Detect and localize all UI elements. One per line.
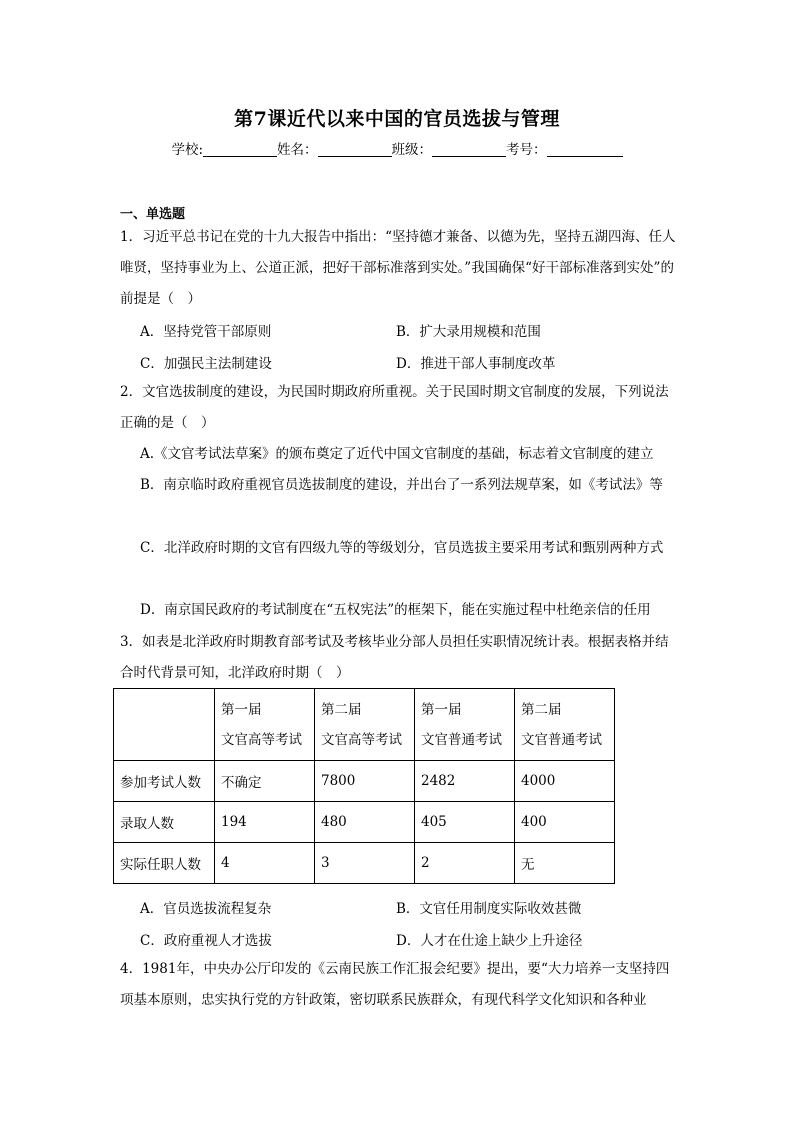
q3-option-b[interactable]: B．文官任用制度实际收效甚微 bbox=[396, 901, 582, 917]
student-info-line bbox=[0, 138, 794, 158]
table-cell: 4 bbox=[215, 843, 315, 884]
table-header-row bbox=[114, 689, 615, 761]
q3-option-c[interactable]: C．政府重视人才选拔 bbox=[140, 933, 272, 949]
table-cell: 3 bbox=[315, 843, 415, 884]
table-cell: 录取人数 bbox=[114, 802, 215, 843]
q1-option-b[interactable]: B．扩大录用规模和范围 bbox=[396, 324, 541, 340]
table-cell: 参加考试人数 bbox=[114, 761, 215, 802]
table-cell: 2 bbox=[415, 843, 515, 884]
statistics-table bbox=[113, 688, 615, 884]
table-cell: 480 bbox=[315, 802, 415, 843]
name-label: 姓名： bbox=[277, 142, 318, 158]
table-cell: 无 bbox=[515, 843, 615, 884]
table-cell: 不确定 bbox=[215, 761, 315, 802]
q3-option-d[interactable]: D．人才在仕途上缺少上升途径 bbox=[396, 933, 583, 949]
table-header-cell bbox=[114, 689, 215, 761]
class-blank[interactable] bbox=[432, 142, 506, 157]
name-blank[interactable] bbox=[318, 142, 392, 157]
table-cell: 4000 bbox=[515, 761, 615, 802]
table-header-cell: 第一届 文官高等考试 bbox=[215, 689, 315, 761]
section-heading: 一、单选题 bbox=[120, 207, 186, 222]
exam-no-label: 考号： bbox=[506, 142, 547, 158]
class-label: 班级： bbox=[391, 142, 433, 158]
question-1-stem: 1．习近平总书记在党的十九大报告中指出：“坚持德才兼备、以德为先，坚持五湖四海、任人唯贤，坚持事业为上、公道正派，把好干部标准落到实处。”我国确保“好干部标准落到实处”的前提是（ ） bbox=[120, 229, 676, 307]
table-row bbox=[114, 761, 615, 802]
table-cell: 400 bbox=[515, 802, 615, 843]
q2-option-b[interactable]: B．南京临时政府重视官员选拔制度的建设，并出台了一系列法规草案，如《考试法》等 bbox=[140, 477, 663, 493]
table-cell: 7800 bbox=[315, 761, 415, 802]
table-cell: 194 bbox=[215, 802, 315, 843]
table-cell: 实际任职人数 bbox=[114, 843, 215, 884]
q2-option-c[interactable]: C．北洋政府时期的文官有四级九等的等级划分，官员选拔主要采用考试和甄别两种方式 bbox=[140, 540, 664, 556]
exam-no-blank[interactable] bbox=[547, 142, 623, 157]
question-3-stem: 3．如表是北洋政府时期教育部考试及考核毕业分部人员担任实职情况统计表。根据表格并结合时代背景可知，北洋政府时期（ ） bbox=[120, 634, 669, 681]
table-cell: 405 bbox=[415, 802, 515, 843]
q3-option-a[interactable]: A．官员选拔流程复杂 bbox=[140, 901, 272, 917]
q1-option-c[interactable]: C．加强民主法制建设 bbox=[140, 356, 272, 372]
question-4-stem: 4．1981年，中央办公厅印发的《云南民族工作汇报会纪要》提出，要“大力培养一支坚持四项基本原则，忠实执行党的方针政策，密切联系民族群众，有现代科学文化知识和各种业 bbox=[120, 961, 670, 1008]
q2-option-d[interactable]: D．南京国民政府的考试制度在“五权宪法”的框架下，能在实施过程中杜绝亲信的任用 bbox=[140, 602, 651, 618]
table-header-cell: 第二届 文官高等考试 bbox=[315, 689, 415, 761]
q1-option-a[interactable]: A．坚持党管干部原则 bbox=[140, 324, 272, 340]
table-cell: 2482 bbox=[415, 761, 515, 802]
q1-option-d[interactable]: D．推进干部人事制度改革 bbox=[396, 356, 556, 372]
school-label: 学校: bbox=[171, 142, 204, 158]
table-header-cell: 第二届 文官普通考试 bbox=[515, 689, 615, 761]
table-row bbox=[114, 843, 615, 884]
q2-option-a[interactable]: A.《文官考试法草案》的颁布奠定了近代中国文官制度的基础，标志着文官制度的建立 bbox=[140, 446, 654, 462]
table-header-cell: 第一届 文官普通考试 bbox=[415, 689, 515, 761]
table-row bbox=[114, 802, 615, 843]
question-2-stem: 2．文官选拔制度的建设，为民国时期政府所重视。关于民国时期文官制度的发展，下列说法正确的是（ ） bbox=[120, 384, 669, 431]
school-blank[interactable] bbox=[203, 142, 277, 157]
page-title: 第7课近代以来中国的官员选拔与管理 bbox=[234, 108, 560, 130]
